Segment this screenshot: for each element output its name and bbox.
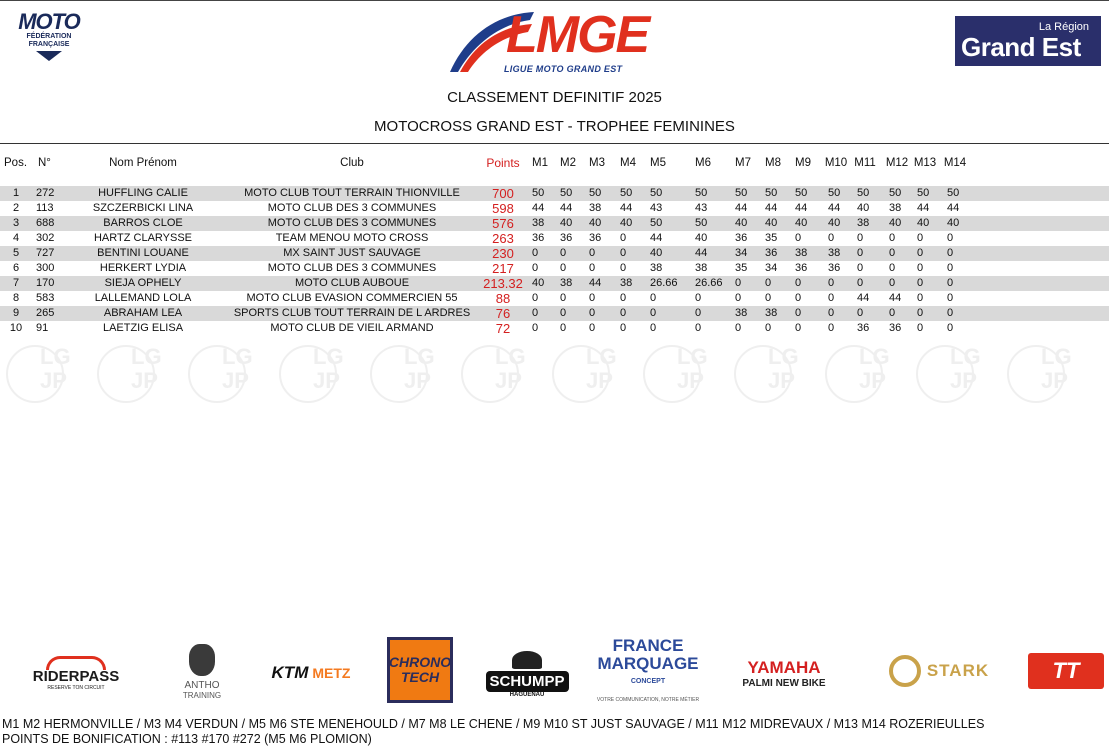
- header-round: M12: [885, 157, 909, 169]
- motorbike-rider-icon: [512, 651, 542, 669]
- stark-logo: [880, 653, 998, 689]
- region-logo-line2: Grand Est: [961, 32, 1081, 62]
- row-pos: 8: [12, 292, 20, 304]
- row-round-points: 50: [947, 187, 960, 199]
- row-round-points: 44: [857, 292, 870, 304]
- ktm-name: KTM: [271, 663, 309, 682]
- row-round-points: 40: [532, 277, 545, 289]
- table-row: [0, 231, 1109, 246]
- row-round-points: 0: [560, 292, 567, 304]
- row-pos: 9: [12, 307, 20, 319]
- row-round-points: 0: [889, 307, 896, 319]
- row-round-points: 36: [765, 247, 778, 259]
- row-round-points: 0: [795, 232, 802, 244]
- row-name: SIEJA OPHELY: [104, 277, 182, 289]
- row-num: 688: [36, 217, 55, 229]
- riderpass-name: RIDERPASS: [32, 667, 120, 685]
- watermark-text: LG JP: [131, 344, 162, 393]
- shield-icon: [36, 51, 62, 63]
- row-round-points: 36: [589, 232, 602, 244]
- row-round-points: 0: [795, 307, 802, 319]
- ffm-logo-main: MOTO: [18, 9, 80, 34]
- watermark: [0, 341, 1109, 411]
- row-pos: 3: [12, 217, 20, 229]
- row-round-points: 0: [857, 232, 864, 244]
- row-name: LAETZIG ELISA: [102, 322, 184, 334]
- row-round-points: 50: [695, 217, 708, 229]
- watermark-tile: [639, 341, 719, 407]
- region-logo-line1: La Région: [1038, 21, 1089, 33]
- row-round-points: 0: [857, 247, 864, 259]
- row-round-points: 50: [560, 187, 573, 199]
- header-round: M9: [795, 157, 811, 169]
- france-marquage-logo: [596, 636, 700, 703]
- lmge-logo-sub: LIGUE MOTO GRAND EST: [504, 64, 623, 74]
- row-round-points: 0: [532, 247, 539, 259]
- row-club: MOTO CLUB DES 3 COMMUNES: [267, 217, 437, 229]
- row-round-points: 36: [828, 262, 841, 274]
- row-round-points: 40: [650, 247, 663, 259]
- header-round: M14: [943, 157, 967, 169]
- yamaha-name: YAMAHA: [747, 657, 821, 677]
- tt-motors-logo: [1028, 653, 1104, 689]
- footer-venues: M1 M2 HERMONVILLE / M3 M4 VERDUN / M5 M6 STE MENEHOULD / M7 M8 LE CHENE / M9 M10 ST JUST SAUVAGE / M11 M12 MIDREVAUX / M13 M14 ROZERIEULLES: [2, 717, 985, 731]
- row-round-points: 43: [650, 202, 663, 214]
- sponsor-bar: [0, 633, 1109, 713]
- row-points: 213.32: [483, 276, 523, 291]
- row-round-points: 0: [947, 262, 954, 274]
- row-round-points: 0: [560, 262, 567, 274]
- row-pos: 4: [12, 232, 20, 244]
- row-round-points: 36: [560, 232, 573, 244]
- row-points: 263: [492, 231, 514, 246]
- row-num: 727: [36, 247, 55, 259]
- row-pos: 5: [12, 247, 20, 259]
- row-round-points: 0: [947, 292, 954, 304]
- ffm-logo-line1: FÉDÉRATION: [26, 33, 72, 40]
- row-round-points: 40: [795, 217, 808, 229]
- watermark-text: LG JP: [950, 344, 981, 393]
- header-round: M2: [560, 157, 576, 169]
- row-pos: 10: [9, 322, 23, 334]
- header-round: M6: [695, 157, 711, 169]
- row-club: MX SAINT JUST SAUVAGE: [283, 247, 421, 259]
- header-points: Points: [486, 156, 520, 170]
- page-title: CLASSEMENT DEFINITIF 2025: [447, 89, 662, 106]
- row-round-points: 0: [650, 307, 657, 319]
- ktm-city: METZ: [312, 665, 351, 681]
- watermark-text: LG JP: [859, 344, 890, 393]
- row-round-points: 40: [917, 217, 930, 229]
- row-round-points: 0: [620, 232, 627, 244]
- ffm-logo: [10, 11, 88, 69]
- divider: [0, 143, 1109, 144]
- row-round-points: 0: [735, 292, 742, 304]
- row-round-points: 40: [765, 217, 778, 229]
- row-round-points: 26.66: [695, 277, 723, 289]
- row-round-points: 0: [589, 322, 596, 334]
- row-round-points: 0: [917, 277, 924, 289]
- page-subtitle: MOTOCROSS GRAND EST - TROPHEE FEMININES: [374, 118, 735, 135]
- row-round-points: 0: [532, 307, 539, 319]
- watermark-text: LG JP: [404, 344, 435, 393]
- header-round: M3: [589, 157, 605, 169]
- row-round-points: 50: [650, 187, 663, 199]
- row-round-points: 0: [765, 277, 772, 289]
- row-club: MOTO CLUB DE VIEIL ARMAND: [270, 322, 434, 334]
- row-round-points: 44: [735, 202, 748, 214]
- lmge-logo-main: LMGE: [506, 6, 649, 64]
- row-round-points: 0: [589, 262, 596, 274]
- watermark-tile: [366, 341, 446, 407]
- row-round-points: 38: [589, 202, 602, 214]
- table-row: [0, 186, 1109, 201]
- row-round-points: 44: [589, 277, 602, 289]
- header-name: Nom Prénom: [109, 157, 177, 169]
- row-name: LALLEMAND LOLA: [94, 292, 192, 304]
- row-club: MOTO CLUB AUBOUE: [294, 277, 410, 289]
- row-round-points: 38: [828, 247, 841, 259]
- row-round-points: 0: [828, 232, 835, 244]
- row-num: 113: [36, 202, 54, 214]
- chrono-line1: CHRONO: [388, 654, 452, 670]
- row-round-points: 0: [560, 307, 567, 319]
- row-round-points: 44: [650, 232, 663, 244]
- tt-name: TT: [1052, 658, 1080, 683]
- row-round-points: 40: [828, 217, 841, 229]
- row-round-points: 34: [765, 262, 778, 274]
- table-row: [0, 321, 1109, 336]
- row-round-points: 0: [765, 322, 772, 334]
- header-pos: Pos.: [4, 157, 28, 169]
- header-club: Club: [340, 157, 364, 169]
- row-points: 88: [495, 291, 511, 306]
- watermark-text: LG JP: [40, 344, 71, 393]
- row-round-points: 40: [735, 217, 748, 229]
- row-round-points: 0: [917, 292, 924, 304]
- row-round-points: 0: [620, 292, 627, 304]
- region-grand-est-logo: [955, 16, 1101, 66]
- watermark-tile: [457, 341, 537, 407]
- row-round-points: 40: [589, 217, 602, 229]
- watermark-text: LG JP: [313, 344, 344, 393]
- row-round-points: 43: [695, 202, 708, 214]
- row-round-points: 44: [560, 202, 573, 214]
- row-round-points: 0: [795, 277, 802, 289]
- row-round-points: 44: [947, 202, 960, 214]
- row-round-points: 50: [795, 187, 808, 199]
- antho-sub: TRAINING: [182, 691, 222, 700]
- row-num: 170: [36, 277, 55, 289]
- row-round-points: 34: [735, 247, 748, 259]
- header-round: M1: [532, 157, 548, 169]
- ffm-logo-line2: FRANÇAISE: [28, 41, 70, 48]
- france-tagline: VOTRE COMMUNICATION, NOTRE MÉTIER: [596, 697, 700, 703]
- row-round-points: 44: [620, 202, 633, 214]
- row-club: TEAM MENOU MOTO CROSS: [275, 232, 429, 244]
- row-round-points: 38: [532, 217, 545, 229]
- watermark-tile: [912, 341, 992, 407]
- row-round-points: 38: [857, 217, 870, 229]
- schumpp-city: HAGUENAU: [509, 691, 545, 698]
- table-header: [0, 156, 1109, 171]
- row-round-points: 0: [589, 247, 596, 259]
- row-round-points: 40: [695, 232, 708, 244]
- row-round-points: 50: [828, 187, 841, 199]
- row-round-points: 0: [889, 277, 896, 289]
- france-line2: MARQUAGE: [597, 654, 699, 673]
- row-round-points: 44: [828, 202, 841, 214]
- header-round: M8: [765, 157, 781, 169]
- row-round-points: 36: [735, 232, 748, 244]
- row-round-points: 0: [589, 307, 596, 319]
- header-round: M4: [620, 157, 636, 169]
- row-points: 217: [492, 261, 514, 276]
- riderpass-tagline: RESERVE TON CIRCUIT: [47, 684, 105, 691]
- row-round-points: 0: [695, 292, 702, 304]
- row-round-points: 0: [917, 247, 924, 259]
- row-round-points: 0: [620, 322, 627, 334]
- row-round-points: 50: [695, 187, 708, 199]
- row-round-points: 38: [795, 247, 808, 259]
- row-round-points: 0: [560, 322, 567, 334]
- row-pos: 6: [12, 262, 20, 274]
- row-points: 576: [492, 216, 514, 231]
- table-row: [0, 291, 1109, 306]
- table-row: [0, 261, 1109, 276]
- chrono-line2: TECH: [400, 669, 440, 685]
- row-round-points: 0: [695, 307, 702, 319]
- row-round-points: 50: [889, 187, 902, 199]
- watermark-tile: [93, 341, 173, 407]
- antho-name: ANTHO: [184, 680, 220, 691]
- row-round-points: 0: [828, 292, 835, 304]
- row-round-points: 44: [532, 202, 545, 214]
- watermark-text: LG JP: [677, 344, 708, 393]
- row-round-points: 0: [735, 277, 742, 289]
- row-round-points: 38: [560, 277, 573, 289]
- row-club: MOTO CLUB DES 3 COMMUNES: [267, 262, 437, 274]
- row-round-points: 0: [795, 292, 802, 304]
- row-round-points: 50: [589, 187, 602, 199]
- row-round-points: 0: [889, 232, 896, 244]
- row-round-points: 44: [795, 202, 808, 214]
- row-name: SZCZERBICKI LINA: [92, 202, 194, 214]
- row-num: 265: [36, 307, 55, 319]
- row-round-points: 0: [889, 262, 896, 274]
- row-round-points: 44: [695, 247, 708, 259]
- row-round-points: 0: [947, 247, 954, 259]
- row-round-points: 0: [947, 277, 954, 289]
- row-round-points: 38: [735, 307, 748, 319]
- row-round-points: 50: [532, 187, 545, 199]
- row-round-points: 38: [765, 307, 778, 319]
- row-pos: 2: [12, 202, 20, 214]
- watermark-tile: [1003, 341, 1083, 407]
- row-round-points: 50: [917, 187, 930, 199]
- row-points: 72: [495, 321, 511, 336]
- row-round-points: 0: [917, 322, 924, 334]
- watermark-tile: [184, 341, 264, 407]
- row-name: BENTINI LOUANE: [97, 247, 189, 259]
- row-round-points: 40: [560, 217, 573, 229]
- viking-head-icon: [189, 644, 215, 676]
- row-round-points: 0: [947, 322, 954, 334]
- row-round-points: 0: [947, 232, 954, 244]
- footer-bonus: POINTS DE BONIFICATION : #113 #170 #272 (M5 M6 PLOMION): [2, 732, 372, 746]
- row-round-points: 36: [795, 262, 808, 274]
- watermark-tile: [548, 341, 628, 407]
- row-round-points: 0: [828, 277, 835, 289]
- row-round-points: 0: [560, 247, 567, 259]
- row-round-points: 38: [650, 262, 663, 274]
- table-row: [0, 306, 1109, 321]
- row-round-points: 0: [917, 232, 924, 244]
- row-round-points: 50: [765, 187, 778, 199]
- watermark-text: LG JP: [222, 344, 253, 393]
- row-round-points: 36: [889, 322, 902, 334]
- riderpass-logo: [22, 653, 130, 693]
- row-points: 700: [492, 186, 514, 201]
- row-round-points: 0: [857, 307, 864, 319]
- schumpp-logo: [486, 645, 568, 703]
- header-round: M13: [913, 157, 937, 169]
- row-round-points: 0: [795, 322, 802, 334]
- row-round-points: 40: [857, 202, 870, 214]
- stark-name: STARK: [926, 661, 990, 680]
- row-round-points: 0: [650, 322, 657, 334]
- table-row: [0, 216, 1109, 231]
- row-round-points: 44: [765, 202, 778, 214]
- yamaha-logo: [735, 655, 833, 691]
- row-name: HARTZ CLARYSSE: [93, 232, 192, 244]
- row-round-points: 0: [532, 292, 539, 304]
- row-round-points: 0: [620, 247, 627, 259]
- yamaha-sub: PALMI NEW BIKE: [742, 677, 826, 689]
- row-round-points: 0: [857, 277, 864, 289]
- row-num: 302: [36, 232, 55, 244]
- row-pos: 1: [12, 187, 20, 199]
- row-round-points: 0: [765, 292, 772, 304]
- row-points: 598: [492, 201, 514, 216]
- row-round-points: 0: [889, 247, 896, 259]
- antho-training-logo: [172, 639, 232, 705]
- header-round: M11: [854, 157, 876, 169]
- watermark-text: LG JP: [768, 344, 799, 393]
- row-round-points: 0: [828, 307, 835, 319]
- row-num: 300: [36, 262, 55, 274]
- row-round-points: 0: [589, 292, 596, 304]
- watermark-tile: [2, 341, 82, 407]
- row-round-points: 40: [889, 217, 902, 229]
- row-round-points: 50: [650, 217, 663, 229]
- row-club: MOTO CLUB TOUT TERRAIN THIONVILLE: [244, 187, 460, 199]
- ktm-metz-logo: [262, 661, 360, 685]
- table-row: [0, 201, 1109, 216]
- row-points: 76: [495, 306, 511, 321]
- row-round-points: 50: [620, 187, 633, 199]
- row-round-points: 0: [917, 307, 924, 319]
- table-row: [0, 276, 1109, 291]
- row-round-points: 50: [735, 187, 748, 199]
- row-round-points: 0: [828, 322, 835, 334]
- row-round-points: 40: [620, 217, 633, 229]
- row-num: 272: [36, 187, 55, 199]
- watermark-tile: [821, 341, 901, 407]
- row-round-points: 0: [620, 262, 627, 274]
- header-round: M7: [735, 157, 751, 169]
- row-round-points: 0: [917, 262, 924, 274]
- watermark-text: LG JP: [495, 344, 526, 393]
- row-round-points: 26.66: [650, 277, 678, 289]
- table-row: [0, 246, 1109, 261]
- row-round-points: 44: [889, 292, 902, 304]
- row-num: 583: [36, 292, 55, 304]
- row-club: MOTO CLUB DES 3 COMMUNES: [267, 202, 437, 214]
- row-round-points: 44: [917, 202, 930, 214]
- row-pos: 7: [12, 277, 20, 289]
- row-round-points: 38: [620, 277, 633, 289]
- row-round-points: 35: [735, 262, 748, 274]
- row-name: HERKERT LYDIA: [99, 262, 187, 274]
- watermark-text: LG JP: [586, 344, 617, 393]
- row-round-points: 40: [947, 217, 960, 229]
- row-round-points: 0: [650, 292, 657, 304]
- watermark-tile: [730, 341, 810, 407]
- row-points: 230: [492, 246, 514, 261]
- row-round-points: 0: [620, 307, 627, 319]
- row-club: SPORTS CLUB TOUT TERRAIN DE L ARDRES: [233, 307, 471, 319]
- row-round-points: 0: [532, 322, 539, 334]
- row-round-points: 38: [695, 262, 708, 274]
- row-round-points: 36: [532, 232, 545, 244]
- schumpp-name: SCHUMPP: [486, 671, 569, 692]
- france-line3: CONCEPT: [630, 678, 666, 685]
- header-num: N°: [38, 157, 51, 169]
- chrono-tech-logo: [387, 637, 453, 703]
- row-round-points: 0: [857, 262, 864, 274]
- watermark-text: LG JP: [1041, 344, 1072, 393]
- lmge-logo: [446, 6, 666, 78]
- row-name: BARROS CLOE: [103, 217, 183, 229]
- row-round-points: 0: [735, 322, 742, 334]
- header-round: M10: [824, 157, 848, 169]
- row-round-points: 0: [947, 307, 954, 319]
- row-round-points: 38: [889, 202, 902, 214]
- france-line1: FRANCE: [612, 636, 684, 655]
- row-round-points: 36: [857, 322, 870, 334]
- watermark-tile: [275, 341, 355, 407]
- row-name: HUFFLING CALIE: [98, 187, 188, 199]
- row-round-points: 0: [695, 322, 702, 334]
- header-round: M5: [650, 157, 666, 169]
- row-club: MOTO CLUB EVASION COMMERCIEN 55: [246, 292, 458, 304]
- row-num: 91: [36, 322, 49, 334]
- row-round-points: 35: [765, 232, 778, 244]
- row-round-points: 50: [857, 187, 870, 199]
- ring-icon: [889, 655, 921, 687]
- row-name: ABRAHAM LEA: [103, 307, 183, 319]
- row-round-points: 0: [532, 262, 539, 274]
